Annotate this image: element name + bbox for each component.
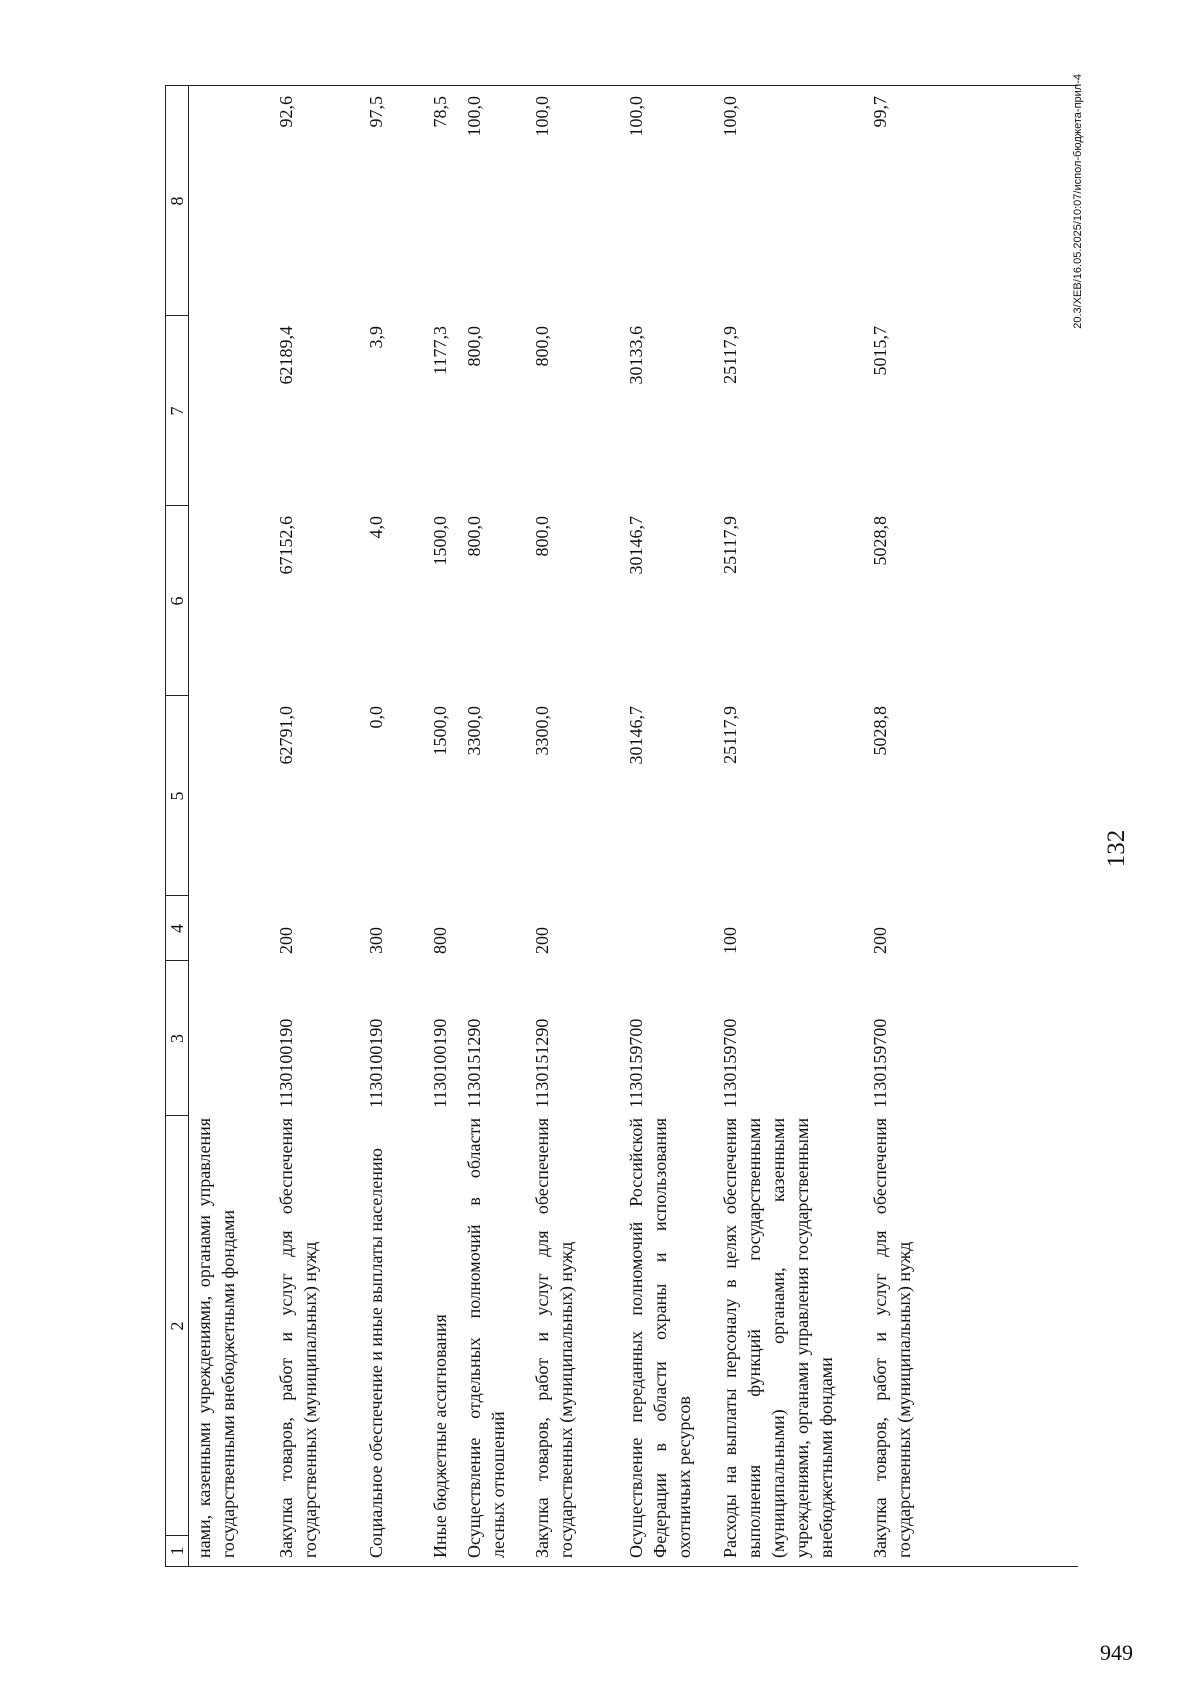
- planned-amount: 3300,0: [532, 706, 552, 756]
- planned-amount: 25117,9: [720, 706, 740, 764]
- target-article-code: 1130151290: [464, 1018, 484, 1108]
- refined-amount: 800,0: [532, 516, 552, 557]
- column-header-5: 5: [167, 791, 187, 801]
- planned-amount: 30146,7: [626, 706, 646, 765]
- executed-amount: 5015,7: [870, 326, 890, 376]
- expense-type-code: 200: [532, 927, 552, 954]
- column-header-6: 6: [167, 596, 187, 606]
- refined-amount: 1500,0: [430, 516, 450, 566]
- executed-amount: 30133,6: [626, 326, 646, 385]
- executed-amount: 62189,4: [276, 326, 296, 385]
- row-description: Осуществление переданных полномочий Российской Федерации в области охраны и использования охотничьих ресурсов: [626, 1118, 694, 1558]
- page-number: 132: [1103, 829, 1130, 868]
- row-description: Закупка товаров, работ и услуг для обеспечения государственных (муниципальных) нужд: [276, 1118, 320, 1558]
- row-description: Закупка товаров, работ и услуг для обеспечения государственных (муниципальных) нужд: [870, 1118, 914, 1558]
- target-article-code: 1130159700: [870, 1018, 890, 1108]
- refined-amount: 67152,6: [276, 516, 296, 575]
- executed-amount: 800,0: [464, 326, 484, 367]
- target-article-code: 1130159700: [720, 1018, 740, 1108]
- expense-type-code: 200: [276, 927, 296, 954]
- refined-amount: 4,0: [366, 516, 386, 539]
- planned-amount: 1500,0: [430, 706, 450, 756]
- row-description: Расходы на выплаты персоналу в целях обеспечения выполнения функций государственными (муниципальными) органами, казенными учреждениями, органами управления государственными внебюджетными фондами: [720, 1118, 836, 1558]
- execution-percent: 100,0: [720, 96, 740, 137]
- refined-amount: 25117,9: [720, 516, 740, 574]
- column-header-4: 4: [167, 924, 187, 933]
- row-description: Социальное обеспечение и иные выплаты населению: [366, 1148, 386, 1558]
- document-stamp: 20.3/ХЕВ/16.05.2025/10:07/испол-бюджета-прил-4: [1072, 74, 1084, 329]
- planned-amount: 0,0: [366, 706, 386, 729]
- target-article-code: 1130100190: [366, 1018, 386, 1108]
- executed-amount: 1177,3: [430, 326, 450, 375]
- refined-amount: 30146,7: [626, 516, 646, 575]
- planned-amount: 5028,8: [870, 706, 890, 756]
- row-description: Иные бюджетные ассигнования: [430, 1314, 450, 1558]
- executed-amount: 800,0: [532, 326, 552, 367]
- row-description: Осуществление отдельных полномочий в области лесных отношений: [464, 1118, 508, 1558]
- target-article-code: 1130159700: [626, 1018, 646, 1108]
- column-header-3: 3: [167, 1034, 187, 1043]
- planned-amount: 3300,0: [464, 706, 484, 756]
- target-article-code: 1130100190: [276, 1018, 296, 1108]
- target-article-code: 1130151290: [532, 1018, 552, 1108]
- execution-percent: 92,6: [276, 96, 296, 128]
- row-description: нами, казенными учреждениями, органами управления государственными внебюджетными фондами: [194, 1118, 238, 1558]
- execution-percent: 97,5: [366, 96, 386, 128]
- executed-amount: 3,9: [366, 326, 386, 349]
- planned-amount: 62791,0: [276, 706, 296, 765]
- expense-type-code: 300: [366, 927, 386, 954]
- column-header-2: 2: [167, 1321, 187, 1331]
- expense-type-code: 100: [720, 927, 740, 954]
- budget-table: [165, 85, 1078, 1567]
- refined-amount: 800,0: [464, 516, 484, 557]
- column-header-8: 8: [167, 196, 187, 206]
- expense-type-code: 200: [870, 927, 890, 954]
- execution-percent: 100,0: [626, 96, 646, 137]
- execution-percent: 100,0: [532, 96, 552, 137]
- row-description: Закупка товаров, работ и услуг для обеспечения государственных (муниципальных) нужд: [532, 1118, 576, 1558]
- execution-percent: 78,5: [430, 96, 450, 128]
- column-number-header: [166, 86, 189, 1566]
- column-header-7: 7: [167, 406, 187, 416]
- target-article-code: 1130100190: [430, 1018, 450, 1108]
- column-header-1: 1: [167, 1546, 187, 1556]
- folio-number: 949: [1100, 1640, 1133, 1665]
- execution-percent: 100,0: [464, 96, 484, 137]
- refined-amount: 5028,8: [870, 516, 890, 566]
- expense-type-code: 800: [430, 927, 450, 954]
- executed-amount: 25117,9: [720, 326, 740, 384]
- execution-percent: 99,7: [870, 96, 890, 128]
